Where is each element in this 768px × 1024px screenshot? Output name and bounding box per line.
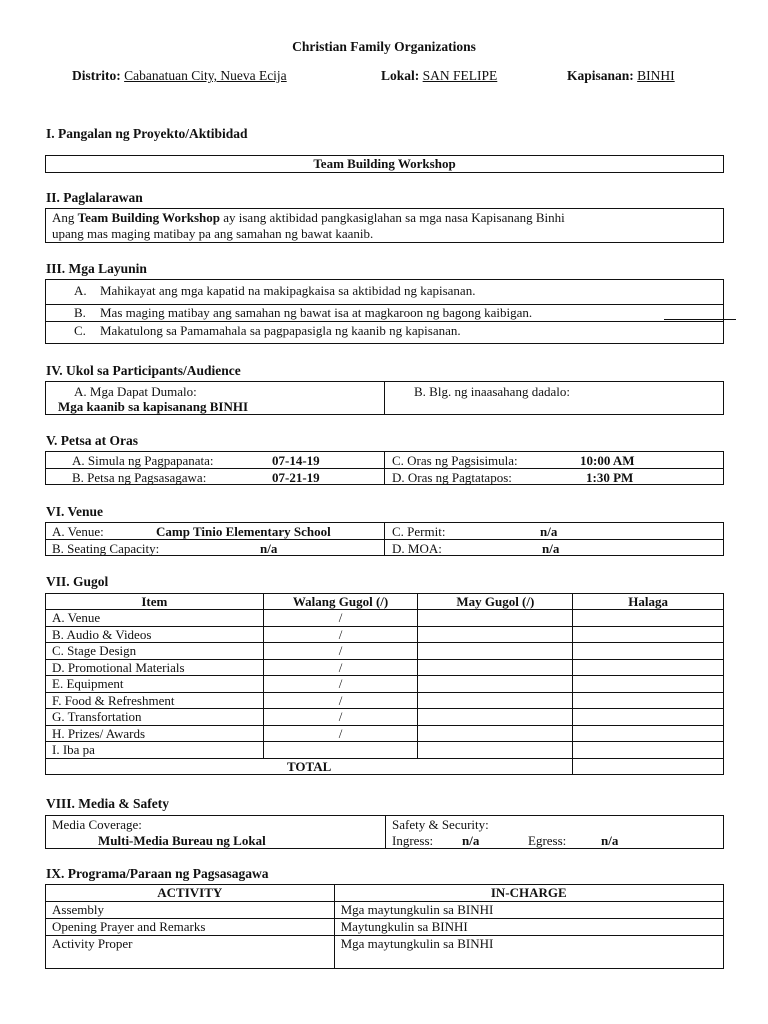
- item-cell: I. Iba pa: [46, 742, 264, 759]
- table-row: [46, 709, 724, 726]
- incharge-cell: Mga maytungkulin sa BINHI: [334, 936, 723, 969]
- budget-table: [45, 593, 724, 775]
- objective-b: [74, 305, 532, 321]
- ingress-value: n/a: [462, 833, 480, 848]
- time-end-label: D. Oras ng Pagtatapos:: [392, 470, 512, 485]
- table-row: [46, 902, 724, 919]
- section-8-heading: VIII. Media & Safety: [46, 796, 169, 811]
- may-cell: [418, 610, 573, 627]
- project-name: Team Building Workshop: [313, 156, 456, 171]
- activity-cell: Assembly: [46, 902, 335, 919]
- walang-cell: /: [263, 659, 418, 676]
- distrito-field: [72, 68, 287, 84]
- walang-cell: /: [263, 676, 418, 693]
- document-title: Christian Family Organizations: [292, 39, 476, 54]
- halaga-cell: [573, 742, 724, 759]
- lokal-value: SAN FELIPE: [422, 68, 498, 83]
- egress-label: Egress:: [528, 833, 567, 848]
- item-cell: A. Venue: [46, 610, 264, 627]
- section-1-heading: I. Pangalan ng Proyekto/Aktibidad: [46, 126, 248, 141]
- seating-label: B. Seating Capacity:: [52, 541, 160, 556]
- table-row: [46, 659, 724, 676]
- walang-cell: [263, 742, 418, 759]
- section-7-heading: VII. Gugol: [46, 574, 109, 589]
- table-header-row: [46, 885, 724, 902]
- table-row: [46, 936, 724, 969]
- incharge-cell: Mga maytungkulin sa BINHI: [334, 902, 723, 919]
- date-value: 07-21-19: [272, 470, 320, 485]
- start-value: 07-14-19: [272, 453, 320, 468]
- ingress-label: Ingress:: [392, 833, 434, 848]
- kapisanan-label: Kapisanan:: [567, 68, 634, 83]
- divider: [385, 816, 386, 848]
- objective-a: [74, 283, 475, 299]
- objective-c: [74, 323, 461, 339]
- walang-cell: /: [263, 610, 418, 627]
- section-2-heading: II. Paglalarawan: [46, 190, 143, 205]
- time-start-label: C. Oras ng Pagsisimula:: [392, 453, 518, 468]
- section-6-heading: VI. Venue: [46, 504, 104, 519]
- media-value: Multi-Media Bureau ng Lokal: [98, 833, 266, 848]
- section-9-heading: IX. Programa/Paraan ng Pagsasagawa: [46, 866, 269, 881]
- description-bold-text: Team Building Workshop: [77, 210, 220, 225]
- lokal-label: Lokal:: [381, 68, 420, 83]
- program-table: [45, 884, 724, 969]
- item-cell: H. Prizes/ Awards: [46, 725, 264, 742]
- egress-value: n/a: [601, 833, 619, 848]
- objective-letter: A.: [74, 283, 87, 298]
- description-line-1: [52, 210, 717, 226]
- item-cell: B. Audio & Videos: [46, 626, 264, 643]
- halaga-cell: [573, 643, 724, 660]
- objective-letter: B.: [74, 305, 86, 320]
- may-cell: [418, 725, 573, 742]
- venue-label: A. Venue:: [52, 524, 104, 539]
- table-row: [46, 610, 724, 627]
- kapisanan-value: BINHI: [637, 68, 675, 83]
- objective-text: Makatulong sa Pamamahala sa pagpapasigla ng kaanib ng kapisanan.: [100, 323, 461, 338]
- description-line-2: upang mas maging matibay pa ang samahan ng bawat kaanib.: [52, 226, 374, 241]
- objective-text: Mahikayat ang mga kapatid na makipagkaisa sa aktibidad ng kapisanan.: [100, 283, 476, 298]
- media-safety-box: [45, 815, 724, 849]
- item-cell: C. Stage Design: [46, 643, 264, 660]
- safety-label: Safety & Security:: [392, 817, 489, 832]
- item-cell: E. Equipment: [46, 676, 264, 693]
- table-header-row: [46, 594, 724, 610]
- objective-letter: C.: [74, 323, 86, 338]
- section-5-heading: V. Petsa at Oras: [46, 433, 138, 448]
- table-row: [46, 742, 724, 759]
- column-header: IN-CHARGE: [334, 885, 723, 902]
- may-cell: [418, 742, 573, 759]
- participants-a-label: A. Mga Dapat Dumalo:: [74, 384, 197, 399]
- column-header: Halaga: [573, 594, 724, 610]
- time-end-value: 1:30 PM: [586, 470, 634, 485]
- permit-label: C. Permit:: [392, 524, 446, 539]
- distrito-label: Distrito:: [72, 68, 121, 83]
- kapisanan-field: [567, 68, 675, 84]
- seating-value: n/a: [260, 541, 278, 556]
- table-row: [46, 676, 724, 693]
- participants-box: [45, 381, 724, 415]
- participants-a-value: Mga kaanib sa kapisanang BINHI: [58, 399, 249, 414]
- column-header: Walang Gugol (/): [263, 594, 418, 610]
- divider: [384, 382, 385, 414]
- section-4-heading: IV. Ukol sa Participants/Audience: [46, 363, 241, 378]
- halaga-cell: [573, 610, 724, 627]
- section-3-heading: III. Mga Layunin: [46, 261, 147, 276]
- may-cell: [418, 709, 573, 726]
- may-cell: [418, 643, 573, 660]
- walang-cell: /: [263, 725, 418, 742]
- table-row: [46, 919, 724, 936]
- halaga-cell: [573, 626, 724, 643]
- may-cell: [418, 626, 573, 643]
- divider: [46, 321, 723, 322]
- objective-text: Mas maging matibay ang samahan ng bawat isa at magkaroon ng bagong kaibigan.: [100, 305, 533, 320]
- description-text: ay isang aktibidad pangkasiglahan sa mga nasa Kapisanang Binhi: [219, 210, 565, 225]
- item-cell: F. Food & Refreshment: [46, 692, 264, 709]
- halaga-cell: [573, 709, 724, 726]
- date-label: B. Petsa ng Pagsasagawa:: [72, 470, 207, 485]
- description-box: [45, 208, 724, 243]
- item-cell: D. Promotional Materials: [46, 659, 264, 676]
- venue-value: Camp Tinio Elementary School: [156, 524, 331, 539]
- moa-value: n/a: [542, 541, 560, 556]
- objectives-box: [45, 279, 724, 344]
- permit-value: n/a: [540, 524, 558, 539]
- total-value: [573, 758, 724, 775]
- media-label: Media Coverage:: [52, 817, 142, 832]
- table-row: [46, 626, 724, 643]
- project-name-box: [45, 155, 724, 173]
- table-row: [46, 692, 724, 709]
- halaga-cell: [573, 676, 724, 693]
- stray-line: [664, 319, 736, 320]
- time-start-value: 10:00 AM: [580, 453, 635, 468]
- description-text: Ang: [52, 210, 78, 225]
- participants-b-label: B. Blg. ng inaasahang dadalo:: [414, 384, 570, 399]
- activity-cell: Activity Proper: [46, 936, 335, 969]
- start-label: A. Simula ng Pagpapanata:: [72, 453, 214, 468]
- halaga-cell: [573, 725, 724, 742]
- halaga-cell: [573, 692, 724, 709]
- column-header: Item: [46, 594, 264, 610]
- column-header: May Gugol (/): [418, 594, 573, 610]
- total-label: TOTAL: [46, 758, 573, 775]
- activity-cell: Opening Prayer and Remarks: [46, 919, 335, 936]
- may-cell: [418, 692, 573, 709]
- divider: [46, 539, 723, 540]
- walang-cell: /: [263, 643, 418, 660]
- lokal-field: [381, 68, 497, 84]
- walang-cell: /: [263, 709, 418, 726]
- halaga-cell: [573, 659, 724, 676]
- total-row: [46, 758, 724, 775]
- may-cell: [418, 659, 573, 676]
- column-header: ACTIVITY: [46, 885, 335, 902]
- item-cell: G. Transfortation: [46, 709, 264, 726]
- distrito-value: Cabanatuan City, Nueva Ecija: [124, 68, 287, 83]
- table-row: [46, 643, 724, 660]
- venue-box: [45, 522, 724, 556]
- table-row: [46, 725, 724, 742]
- walang-cell: /: [263, 692, 418, 709]
- incharge-cell: Maytungkulin sa BINHI: [334, 919, 723, 936]
- walang-cell: /: [263, 626, 418, 643]
- schedule-box: [45, 451, 724, 485]
- moa-label: D. MOA:: [392, 541, 442, 556]
- may-cell: [418, 676, 573, 693]
